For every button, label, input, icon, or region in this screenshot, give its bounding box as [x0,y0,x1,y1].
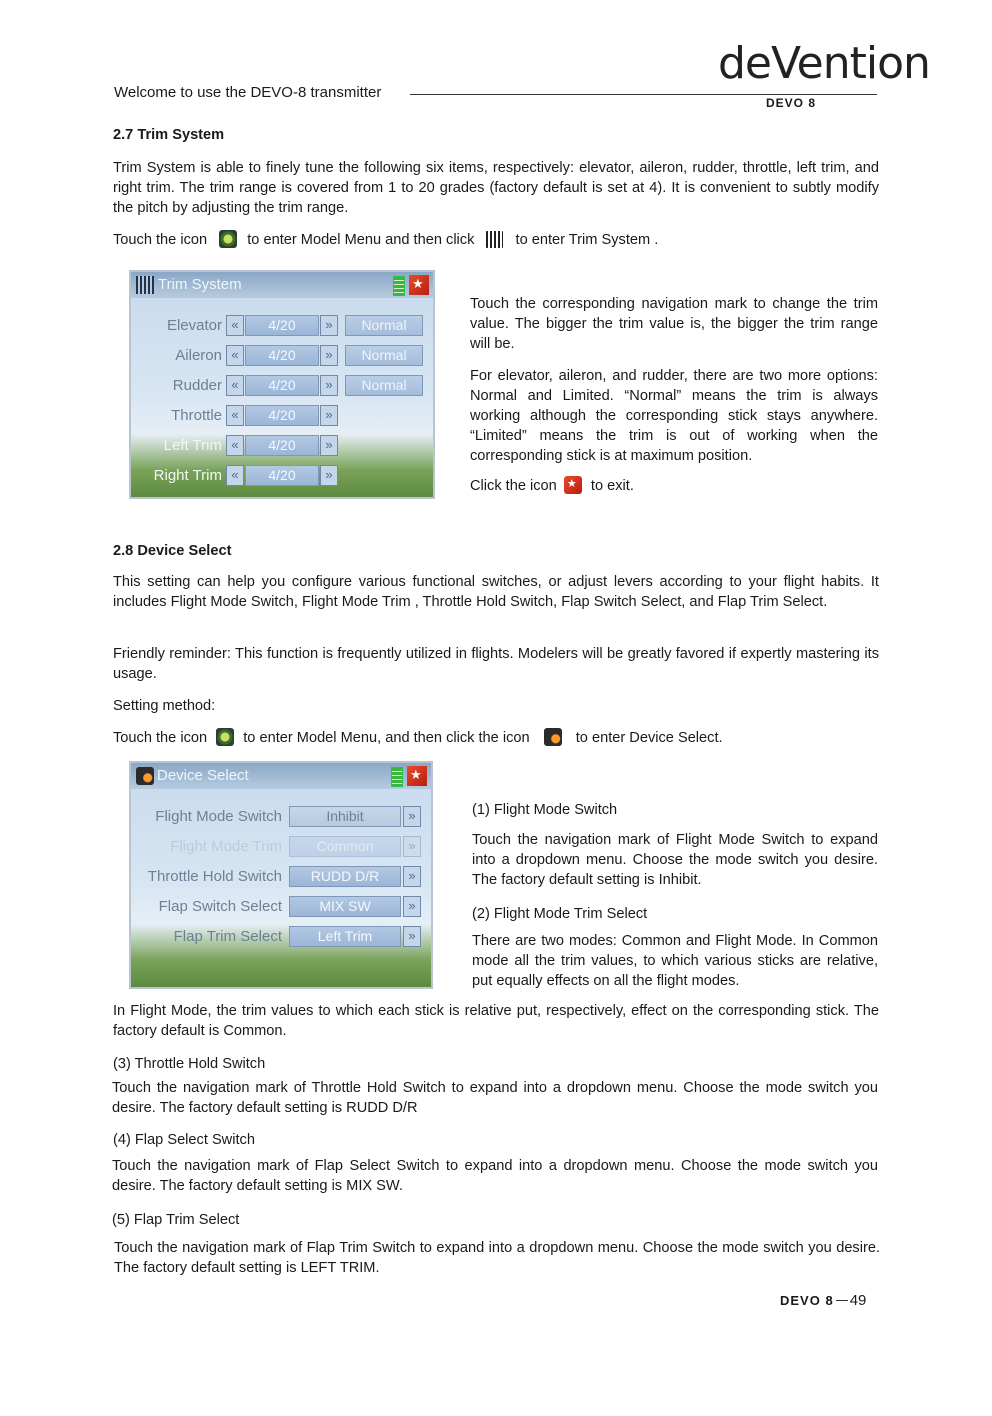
device-value: Inhibit [289,806,401,827]
device-select-icon [136,767,154,785]
device-touch-b: to enter Model Menu, and then click the icon [243,730,530,746]
footer-model: DEVO 8 [780,1293,834,1308]
trim-side-text-1: Touch the corresponding navigation mark to change the trim value. The bigger the trim value is, the bigger the trim range will be. [470,296,878,352]
device-touch-c: to enter Device Select. [575,730,723,746]
trim-exit-line [470,476,634,494]
device-value: Common [289,836,401,857]
device-expand-button[interactable]: » [403,806,421,827]
trim-side-text-2: For elevator, aileron, and rudder, there are two more options: Normal and Limited. “Normal” means the trim is always working although the corresponding stick stays anywhere. “Limited” means the trim is out of working when the corresponding stick is at maximum position. [470,368,878,464]
trim-value: 4/20 [245,315,319,336]
trim-intro: Trim System is able to finely tune the following six items, respectively: elevator, aileron, rudder, throttle, left trim, and right trim. The trim range is covered from 1 to 20 grades (factory default is set at 4). It is convenient to subtly modify the pitch by adjusting the trim range. [113,160,879,216]
device-value: RUDD D/R [289,866,401,887]
header-model: DEVO 8 [766,96,817,110]
trim-decrease-button[interactable]: « [226,405,244,426]
trim-value: 4/20 [245,435,319,456]
trim-touch-a: Touch the icon [113,232,208,248]
trim-system-icon [136,276,154,294]
trim-value: 4/20 [245,375,319,396]
trim-row-label: Elevator [166,317,222,334]
trim-system-screen [129,270,435,499]
item-1-text: Touch the navigation mark of Flight Mode Switch to expand into a dropdown menu. Choose the mode switch you desire. The factory default setting is Inhibit. [472,832,878,888]
section-heading-device: 2.8 Device Select [113,543,232,559]
trim-touch-line [113,230,658,248]
trim-row-label: Right Trim [153,467,222,484]
trim-increase-button[interactable]: » [320,315,338,336]
item-2-title: (2) Flight Mode Trim Select [472,906,648,922]
trim-touch-c: to enter Trim System . [515,232,659,248]
trim-decrease-button[interactable]: « [226,375,244,396]
battery-icon [391,767,403,787]
trim-touch-b: to enter Model Menu and then click [247,232,475,248]
item-3-title: (3) Throttle Hold Switch [113,1056,266,1072]
device-expand-button[interactable]: » [403,926,421,947]
trim-value: 4/20 [245,405,319,426]
header-rule [410,94,877,95]
trim-mode-button[interactable]: Normal [345,375,423,396]
device-row-label: Flight Mode Switch [155,808,282,825]
model-menu-icon [219,230,237,248]
screen-title: Trim System [158,276,242,293]
device-intro: This setting can help you configure various functional switches, or adjust levers according to your flight habits. It includes Flight Mode Switch, Flight Mode Trim , Throttle Hold Switch, Flap Switch Select, and Flap Trim Select. [113,574,879,610]
header-welcome: Welcome to use the DEVO-8 transmitter [114,84,382,101]
trim-value: 4/20 [245,465,319,486]
device-row-label: Flap Switch Select [158,898,282,915]
trim-mode-button[interactable]: Normal [345,345,423,366]
trim-increase-button[interactable]: » [320,375,338,396]
device-select-icon [544,728,562,746]
exit-icon[interactable] [407,766,427,786]
footer-dash [836,1300,848,1301]
screen-title: Device Select [157,767,249,784]
section-heading-trim: 2.7 Trim System [113,127,225,143]
device-setting-method: Setting method: [113,698,216,714]
item-2-text: There are two modes: Common and Flight Mode. In Common mode all the trim values, to which various sticks are relative, put equally effects on all the flight modes. [472,933,878,989]
trim-decrease-button[interactable]: « [226,345,244,366]
exit-icon [564,476,582,494]
device-value: Left Trim [289,926,401,947]
item-5-text: Touch the navigation mark of Flap Trim Switch to expand into a dropdown menu. Choose the mode switch you desire. The factory default setting is LEFT TRIM. [114,1240,880,1276]
trim-increase-button[interactable]: » [320,405,338,426]
brand-logo: deVention [718,38,930,89]
device-select-screen [129,761,433,989]
trim-value: 4/20 [245,345,319,366]
device-row-label: Flap Trim Select [173,928,282,945]
trim-decrease-button[interactable]: « [226,465,244,486]
device-expand-button[interactable]: » [403,896,421,917]
trim-system-icon [486,231,503,248]
trim-mode-button[interactable]: Normal [345,315,423,336]
item-4-text: Touch the navigation mark of Flap Select Switch to expand into a dropdown menu. Choose the mode switch you desire. The factory default setting is MIX SW. [112,1158,878,1194]
device-value: MIX SW [289,896,401,917]
device-reminder: Friendly reminder: This function is frequently utilized in flights. Modelers will be greatly favored if expertly mastering its usage. [113,646,879,682]
trim-exit-b: to exit. [590,478,634,494]
trim-decrease-button[interactable]: « [226,315,244,336]
item-4-title: (4) Flap Select Switch [113,1132,255,1148]
exit-icon[interactable] [409,275,429,295]
trim-row-label: Throttle [171,407,222,424]
trim-decrease-button[interactable]: « [226,435,244,456]
model-menu-icon [216,728,234,746]
item-3-text: Touch the navigation mark of Throttle Hold Switch to expand into a dropdown menu. Choose the mode switch you desire. The factory default setting is RUDD D/R [112,1080,878,1116]
page-number: 49 [849,1292,867,1309]
device-touch-line [113,728,723,746]
device-touch-a: Touch the icon [113,730,208,746]
trim-exit-a: Click the icon [470,478,557,494]
trim-row-label: Left Trim [163,437,222,454]
trim-increase-button[interactable]: » [320,465,338,486]
item-1-title: (1) Flight Mode Switch [472,802,618,818]
trim-row-label: Aileron [175,347,222,364]
trim-increase-button[interactable]: » [320,435,338,456]
item-5-title: (5) Flap Trim Select [112,1212,240,1228]
device-expand-button: » [403,836,421,857]
device-row-label: Throttle Hold Switch [147,868,282,885]
item-2-continued: In Flight Mode, the trim values to which each stick is relative put, respectively, effect on the corresponding stick. The factory default is Common. [113,1003,879,1039]
trim-row-label: Rudder [172,377,222,394]
footer [780,1292,866,1310]
device-row-label: Flight Mode Trim [170,838,282,855]
battery-icon [393,276,405,296]
trim-increase-button[interactable]: » [320,345,338,366]
device-expand-button[interactable]: » [403,866,421,887]
